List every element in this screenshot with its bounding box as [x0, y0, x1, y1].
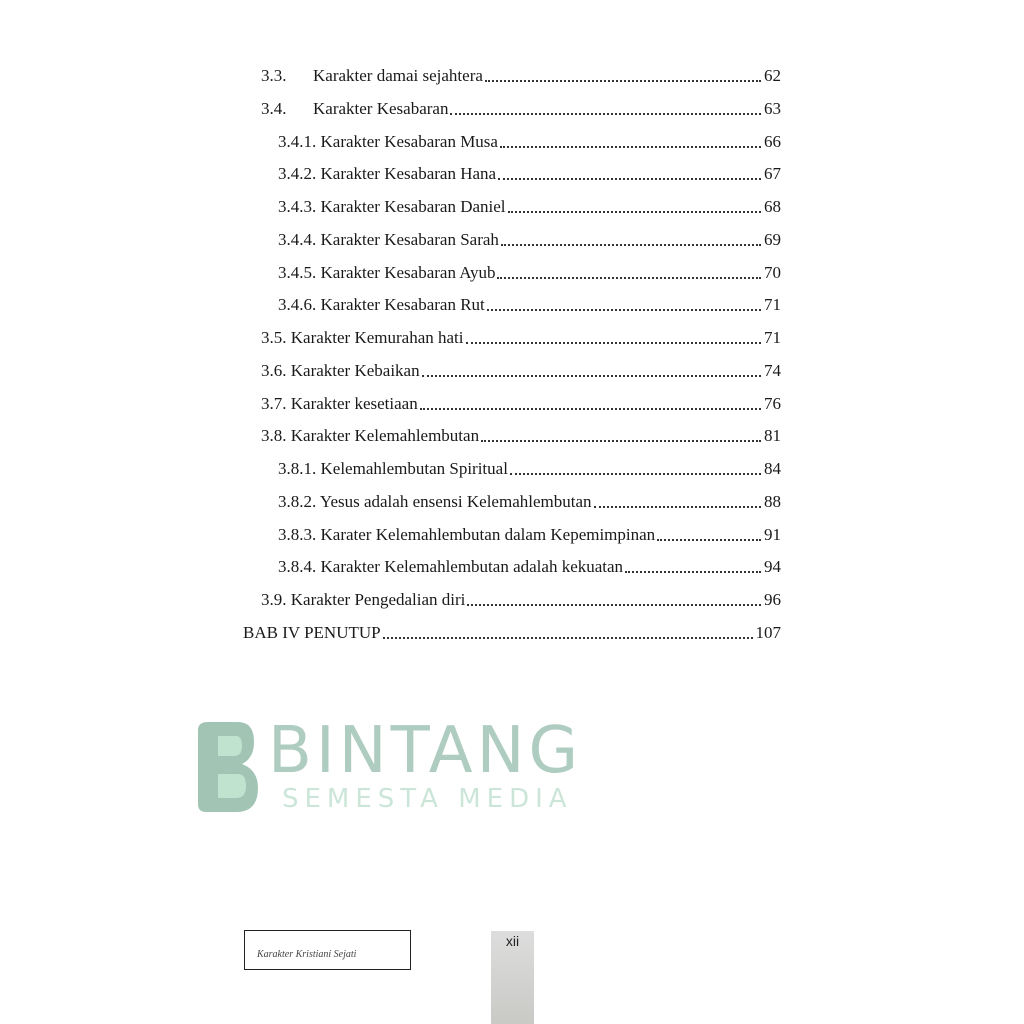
- toc-entry[interactable]: [261, 589, 781, 611]
- toc-entry-label: 3.8.3. Karater Kelemahlembutan dalam Kepemimpinan: [278, 525, 656, 544]
- toc-leader-dots: [422, 375, 761, 377]
- toc-leader-dots: [383, 637, 753, 639]
- toc-leader-dots: [487, 309, 761, 311]
- toc-entry-page: 71: [764, 295, 781, 314]
- toc-entry[interactable]: [278, 131, 781, 153]
- watermark-title: BINTANG: [268, 714, 583, 788]
- toc-entry[interactable]: [278, 458, 781, 480]
- toc-entry[interactable]: [278, 196, 781, 218]
- toc-entry[interactable]: [243, 622, 781, 644]
- toc-entry-label: 3.7. Karakter kesetiaan: [261, 394, 418, 413]
- footer-book-title-box: [244, 930, 411, 970]
- toc-entry[interactable]: [278, 262, 781, 284]
- toc-entry-page: 62: [764, 66, 781, 85]
- toc-leader-dots: [508, 211, 761, 213]
- footer-book-title: Karakter Kristiani Sejati: [257, 949, 357, 960]
- toc-leader-dots: [657, 539, 761, 541]
- toc-leader-dots: [481, 440, 761, 442]
- toc-entry-page: 96: [764, 590, 781, 609]
- toc-entry[interactable]: [261, 393, 781, 415]
- toc-entry-label: 3.4.3. Karakter Kesabaran Daniel: [278, 197, 506, 216]
- toc-entry-page: 67: [764, 164, 781, 183]
- toc-leader-dots: [420, 408, 761, 410]
- toc-entry[interactable]: [261, 425, 781, 447]
- toc-entry-label: Karakter damai sejahtera: [313, 66, 483, 85]
- toc-entry-page: 71: [764, 328, 781, 347]
- toc-entry-page: 76: [764, 394, 781, 413]
- toc-entry-page: 91: [764, 525, 781, 544]
- toc-entry-label: 3.8.4. Karakter Kelemahlembutan adalah kekuatan: [278, 557, 624, 576]
- toc-entry-page: 70: [764, 263, 781, 282]
- toc-leader-dots: [498, 178, 761, 180]
- toc-entry-label: 3.8. Karakter Kelemahlembutan: [261, 426, 480, 445]
- toc-entry-label: 3.5. Karakter Kemurahan hati: [261, 328, 464, 347]
- toc-entry[interactable]: [278, 294, 781, 316]
- toc-entry-page: 94: [764, 557, 781, 576]
- toc-leader-dots: [497, 277, 761, 279]
- toc-entry[interactable]: [261, 360, 781, 382]
- page-number-tab: [491, 931, 534, 1024]
- toc-entry[interactable]: [261, 327, 781, 349]
- toc-leader-dots: [466, 342, 762, 344]
- watermark-subtitle: SEMESTA MEDIA: [282, 784, 573, 814]
- toc-entry-page: 107: [755, 623, 781, 642]
- toc-entry-label: 3.8.1. Kelemahlembutan Spiritual: [278, 459, 508, 478]
- toc-leader-dots: [467, 604, 761, 606]
- toc-entry-label: 3.4.4. Karakter Kesabaran Sarah: [278, 230, 499, 249]
- toc-entry-label: 3.4.5. Karakter Kesabaran Ayub: [278, 263, 496, 282]
- toc-leader-dots: [450, 113, 761, 115]
- toc-entry-label: Karakter Kesabaran: [313, 99, 449, 118]
- toc-entry-page: 66: [764, 132, 781, 151]
- toc-entry[interactable]: [278, 556, 781, 578]
- toc-leader-dots: [500, 146, 761, 148]
- toc-entry[interactable]: [278, 163, 781, 185]
- toc-entry-label: 3.8.2. Yesus adalah ensensi Kelemahlembutan: [278, 492, 592, 511]
- toc-entry-number: 3.4.: [261, 99, 287, 118]
- page-number: xii: [505, 933, 520, 949]
- toc-entry-label: 3.4.2. Karakter Kesabaran Hana: [278, 164, 497, 183]
- toc-leader-dots: [510, 473, 761, 475]
- toc-leader-dots: [501, 244, 761, 246]
- toc-entry[interactable]: [278, 491, 781, 513]
- book-logo-icon: [190, 720, 260, 815]
- toc-leader-dots: [625, 571, 761, 573]
- toc-entry-page: 81: [764, 426, 781, 445]
- toc-leader-dots: [485, 80, 761, 82]
- toc-entry-page: 84: [764, 459, 781, 478]
- toc-leader-dots: [594, 506, 762, 508]
- toc-entry-label: 3.4.6. Karakter Kesabaran Rut: [278, 295, 485, 314]
- toc-entry[interactable]: [261, 65, 781, 87]
- toc-entry-page: 68: [764, 197, 781, 216]
- toc-entry-label: BAB IV PENUTUP: [243, 623, 381, 642]
- toc-entry-page: 63: [764, 99, 781, 118]
- toc-entry[interactable]: [278, 524, 781, 546]
- toc-entry[interactable]: [261, 98, 781, 120]
- toc-entry-number: 3.3.: [261, 66, 287, 85]
- toc-entry-page: 69: [764, 230, 781, 249]
- toc-entry-label: 3.6. Karakter Kebaikan: [261, 361, 420, 380]
- publisher-watermark: [190, 714, 610, 820]
- toc-entry[interactable]: [278, 229, 781, 251]
- toc-entry-label: 3.9. Karakter Pengedalian diri: [261, 590, 466, 609]
- toc-entry-page: 74: [764, 361, 781, 380]
- toc-entry-page: 88: [764, 492, 781, 511]
- toc-entry-label: 3.4.1. Karakter Kesabaran Musa: [278, 132, 498, 151]
